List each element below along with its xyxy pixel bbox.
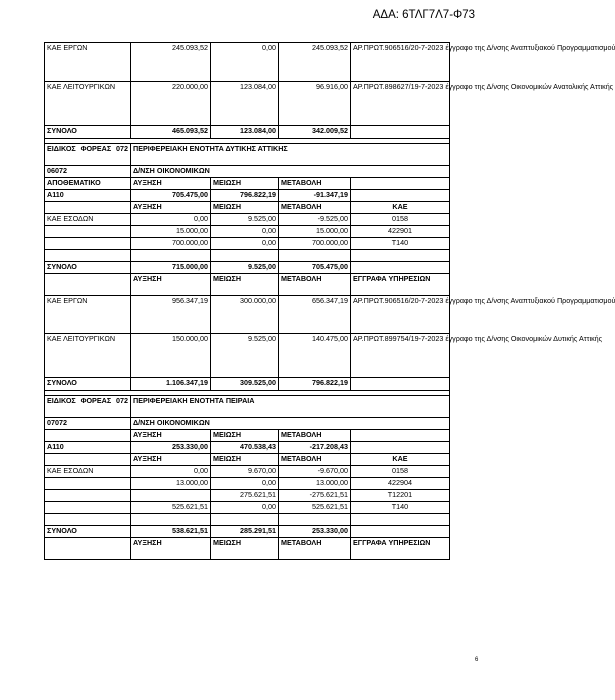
decrease-cell: 9.525,00 bbox=[211, 334, 279, 378]
label-cell bbox=[45, 202, 131, 214]
decrease-cell: 0,00 bbox=[211, 502, 279, 514]
change-cell: -9.670,00 bbox=[279, 466, 351, 478]
change-cell: 342.009,52 bbox=[279, 126, 351, 139]
decrease-cell: 9.525,00 bbox=[211, 262, 279, 274]
label-cell: ΚΑΕ ΕΡΓΩΝ bbox=[45, 43, 131, 82]
change-cell: ΜΕΤΑΒΟΛΗ bbox=[279, 274, 351, 296]
change-cell: 140.475,00 bbox=[279, 334, 351, 378]
reference-cell: Τ12201 bbox=[351, 490, 450, 502]
increase-cell bbox=[131, 490, 211, 502]
table-row bbox=[45, 43, 450, 82]
label-cell bbox=[45, 538, 131, 560]
label-cell bbox=[45, 274, 131, 296]
decrease-cell: 470.538,43 bbox=[211, 442, 279, 454]
change-cell bbox=[279, 250, 351, 262]
change-cell: ΜΕΤΑΒΟΛΗ bbox=[279, 430, 351, 442]
reference-cell: ΕΓΓΡΑΦΑ ΥΠΗΡΕΣΙΩΝ bbox=[351, 538, 450, 560]
reference-cell: 422901 bbox=[351, 226, 450, 238]
reference-cell bbox=[351, 514, 450, 526]
page-number: 6 bbox=[475, 657, 479, 663]
reference-cell: Τ140 bbox=[351, 238, 450, 250]
increase-cell: Δ/ΝΣΗ ΟΙΚΟΝΟΜΙΚΩΝ bbox=[131, 418, 450, 430]
reference-cell: ΑΡ.ΠΡΩΤ.906516/20-7-2023 έγγραφο της Δ/νσης Αναπτυξιακού Προγραμματισμού bbox=[351, 296, 450, 334]
change-cell: ΜΕΤΑΒΟΛΗ bbox=[279, 178, 351, 190]
decrease-cell: 123.084,00 bbox=[211, 126, 279, 139]
label-cell: ΣΥΝΟΛΟ bbox=[45, 378, 131, 391]
label-cell: ΣΥΝΟΛΟ bbox=[45, 262, 131, 274]
table-row bbox=[45, 490, 450, 502]
label-cell: Α110 bbox=[45, 190, 131, 202]
reference-cell: ΑΡ.ΠΡΩΤ.898627/19-7-2023 έγγραφο της Δ/νσης Οικονομικών Ανατολικής Αττικής bbox=[351, 82, 450, 126]
decrease-cell: 0,00 bbox=[211, 43, 279, 82]
label-cell: Α110 bbox=[45, 442, 131, 454]
label-cell bbox=[45, 454, 131, 466]
decrease-cell: ΜΕΙΩΣΗ bbox=[211, 178, 279, 190]
reference-cell: 0158 bbox=[351, 466, 450, 478]
increase-cell: 538.621,51 bbox=[131, 526, 211, 538]
decrease-cell: 0,00 bbox=[211, 226, 279, 238]
decrease-cell: 9.670,00 bbox=[211, 466, 279, 478]
decrease-cell: 9.525,00 bbox=[211, 214, 279, 226]
change-cell: -217.208,43 bbox=[279, 442, 351, 454]
table-row bbox=[45, 190, 450, 202]
increase-cell bbox=[131, 250, 211, 262]
label-cell: ΚΑΕ ΛΕΙΤΟΥΡΓΙΚΩΝ bbox=[45, 82, 131, 126]
label-cell bbox=[45, 514, 131, 526]
table-row bbox=[45, 214, 450, 226]
decrease-cell bbox=[211, 514, 279, 526]
decrease-cell: 309.525,00 bbox=[211, 378, 279, 391]
reference-cell bbox=[351, 262, 450, 274]
increase-cell: ΠΕΡΙΦΕΡΕΙΑΚΗ ΕΝΟΤΗΤΑ ΠΕΙΡΑΙΑ bbox=[131, 396, 450, 418]
increase-cell: Δ/ΝΣΗ ΟΙΚΟΝΟΜΙΚΩΝ bbox=[131, 166, 450, 178]
change-cell: 13.000,00 bbox=[279, 478, 351, 490]
decrease-cell: 285.291,51 bbox=[211, 526, 279, 538]
reference-cell: 422904 bbox=[351, 478, 450, 490]
table-row bbox=[45, 226, 450, 238]
reference-cell bbox=[351, 378, 450, 391]
increase-cell: 715.000,00 bbox=[131, 262, 211, 274]
table-row bbox=[45, 274, 450, 296]
decrease-cell: ΜΕΙΩΣΗ bbox=[211, 202, 279, 214]
change-cell: -91.347,19 bbox=[279, 190, 351, 202]
change-cell: -275.621,51 bbox=[279, 490, 351, 502]
reference-cell: ΑΡ.ΠΡΩΤ.906516/20-7-2023 έγγραφο της Δ/νσης Αναπτυξιακού Προγραμματισμού bbox=[351, 43, 450, 82]
decrease-cell: ΜΕΙΩΣΗ bbox=[211, 538, 279, 560]
label-cell: 06072 bbox=[45, 166, 131, 178]
change-cell: 253.330,00 bbox=[279, 526, 351, 538]
table-row bbox=[45, 478, 450, 490]
increase-cell: ΑΥΞΗΣΗ bbox=[131, 274, 211, 296]
label-cell: ΕΙΔΙΚΟΣ ΦΟΡΕΑΣ 072 bbox=[45, 144, 131, 166]
table-row bbox=[45, 418, 450, 430]
change-cell: 700.000,00 bbox=[279, 238, 351, 250]
decrease-cell: ΜΕΙΩΣΗ bbox=[211, 454, 279, 466]
table-row bbox=[45, 262, 450, 274]
table-row bbox=[45, 502, 450, 514]
label-cell bbox=[45, 478, 131, 490]
increase-cell: 15.000,00 bbox=[131, 226, 211, 238]
label-cell bbox=[45, 502, 131, 514]
increase-cell: 150.000,00 bbox=[131, 334, 211, 378]
decrease-cell: 300.000,00 bbox=[211, 296, 279, 334]
label-cell: ΕΙΔΙΚΟΣ ΦΟΡΕΑΣ 072 bbox=[45, 396, 131, 418]
increase-cell: ΠΕΡΙΦΕΡΕΙΑΚΗ ΕΝΟΤΗΤΑ ΔΥΤΙΚΗΣ ΑΤΤΙΚΗΣ bbox=[131, 144, 450, 166]
decrease-cell: 275.621,51 bbox=[211, 490, 279, 502]
table-row bbox=[45, 378, 450, 391]
label-cell: ΚΑΕ ΕΣΟΔΩΝ bbox=[45, 214, 131, 226]
change-cell: -9.525,00 bbox=[279, 214, 351, 226]
change-cell: 96.916,00 bbox=[279, 82, 351, 126]
reference-cell bbox=[351, 526, 450, 538]
increase-cell: ΑΥΞΗΣΗ bbox=[131, 178, 211, 190]
label-cell: ΣΥΝΟΛΟ bbox=[45, 526, 131, 538]
budget-table-body bbox=[45, 43, 615, 560]
decrease-cell: 0,00 bbox=[211, 238, 279, 250]
change-cell: 656.347,19 bbox=[279, 296, 351, 334]
increase-cell: 705.475,00 bbox=[131, 190, 211, 202]
table-row bbox=[45, 296, 450, 334]
table-row bbox=[45, 202, 450, 214]
reference-cell bbox=[351, 126, 450, 139]
table-row bbox=[45, 526, 450, 538]
label-cell: ΑΠΟΘΕΜΑΤΙΚΟ bbox=[45, 178, 131, 190]
table-row bbox=[45, 238, 450, 250]
change-cell: 525.621,51 bbox=[279, 502, 351, 514]
increase-cell: 465.093,52 bbox=[131, 126, 211, 139]
decrease-cell: ΜΕΙΩΣΗ bbox=[211, 274, 279, 296]
increase-cell: 245.093,52 bbox=[131, 43, 211, 82]
reference-cell bbox=[351, 190, 450, 202]
decrease-cell: 123.084,00 bbox=[211, 82, 279, 126]
table-row bbox=[45, 126, 450, 139]
change-cell: ΜΕΤΑΒΟΛΗ bbox=[279, 202, 351, 214]
table-row bbox=[45, 144, 450, 166]
increase-cell: 0,00 bbox=[131, 466, 211, 478]
increase-cell: 1.106.347,19 bbox=[131, 378, 211, 391]
table-row bbox=[45, 430, 450, 442]
increase-cell: ΑΥΞΗΣΗ bbox=[131, 202, 211, 214]
reference-cell bbox=[351, 442, 450, 454]
reference-cell: Τ140 bbox=[351, 502, 450, 514]
reference-cell bbox=[351, 178, 450, 190]
change-cell: 796.822,19 bbox=[279, 378, 351, 391]
decrease-cell: ΜΕΙΩΣΗ bbox=[211, 430, 279, 442]
increase-cell: ΑΥΞΗΣΗ bbox=[131, 538, 211, 560]
change-cell: 245.093,52 bbox=[279, 43, 351, 82]
label-cell bbox=[45, 238, 131, 250]
change-cell bbox=[279, 514, 351, 526]
change-cell: 705.475,00 bbox=[279, 262, 351, 274]
reference-cell: ΕΓΓΡΑΦΑ ΥΠΗΡΕΣΙΩΝ bbox=[351, 274, 450, 296]
table-row bbox=[45, 454, 450, 466]
label-cell: ΚΑΕ ΕΣΟΔΩΝ bbox=[45, 466, 131, 478]
table-row bbox=[45, 466, 450, 478]
increase-cell: 0,00 bbox=[131, 214, 211, 226]
increase-cell: 525.621,51 bbox=[131, 502, 211, 514]
label-cell bbox=[45, 490, 131, 502]
table-row bbox=[45, 396, 450, 418]
change-cell: ΜΕΤΑΒΟΛΗ bbox=[279, 454, 351, 466]
increase-cell bbox=[131, 514, 211, 526]
table-row bbox=[45, 82, 450, 126]
increase-cell: 956.347,19 bbox=[131, 296, 211, 334]
increase-cell: 13.000,00 bbox=[131, 478, 211, 490]
reference-cell bbox=[351, 430, 450, 442]
label-cell bbox=[45, 250, 131, 262]
change-cell: 15.000,00 bbox=[279, 226, 351, 238]
table-row bbox=[45, 250, 450, 262]
reference-cell bbox=[351, 250, 450, 262]
reference-cell: ΚΑΕ bbox=[351, 202, 450, 214]
increase-cell: ΑΥΞΗΣΗ bbox=[131, 430, 211, 442]
budget-table bbox=[44, 42, 615, 560]
label-cell bbox=[45, 226, 131, 238]
increase-cell: ΑΥΞΗΣΗ bbox=[131, 454, 211, 466]
table-row bbox=[45, 538, 450, 560]
label-cell: ΣΥΝΟΛΟ bbox=[45, 126, 131, 139]
label-cell: 07072 bbox=[45, 418, 131, 430]
increase-cell: 700.000,00 bbox=[131, 238, 211, 250]
reference-cell: ΑΡ.ΠΡΩΤ.899754/19-7-2023 έγγραφο της Δ/νσης Οικονομικών Δυτικής Αττικής bbox=[351, 334, 450, 378]
label-cell: ΚΑΕ ΕΡΓΩΝ bbox=[45, 296, 131, 334]
increase-cell: 253.330,00 bbox=[131, 442, 211, 454]
decrease-cell: 0,00 bbox=[211, 478, 279, 490]
label-cell: ΚΑΕ ΛΕΙΤΟΥΡΓΙΚΩΝ bbox=[45, 334, 131, 378]
reference-cell: 0158 bbox=[351, 214, 450, 226]
change-cell: ΜΕΤΑΒΟΛΗ bbox=[279, 538, 351, 560]
table-row bbox=[45, 514, 450, 526]
table-row bbox=[45, 166, 450, 178]
decrease-cell bbox=[211, 250, 279, 262]
decrease-cell: 796.822,19 bbox=[211, 190, 279, 202]
table-row bbox=[45, 334, 450, 378]
reference-cell: ΚΑΕ bbox=[351, 454, 450, 466]
increase-cell: 220.000,00 bbox=[131, 82, 211, 126]
table-row bbox=[45, 178, 450, 190]
label-cell bbox=[45, 430, 131, 442]
ada-code: ΑΔΑ: 6ΤΛΓ7Λ7-Φ73 bbox=[372, 9, 475, 21]
table-row bbox=[45, 442, 450, 454]
